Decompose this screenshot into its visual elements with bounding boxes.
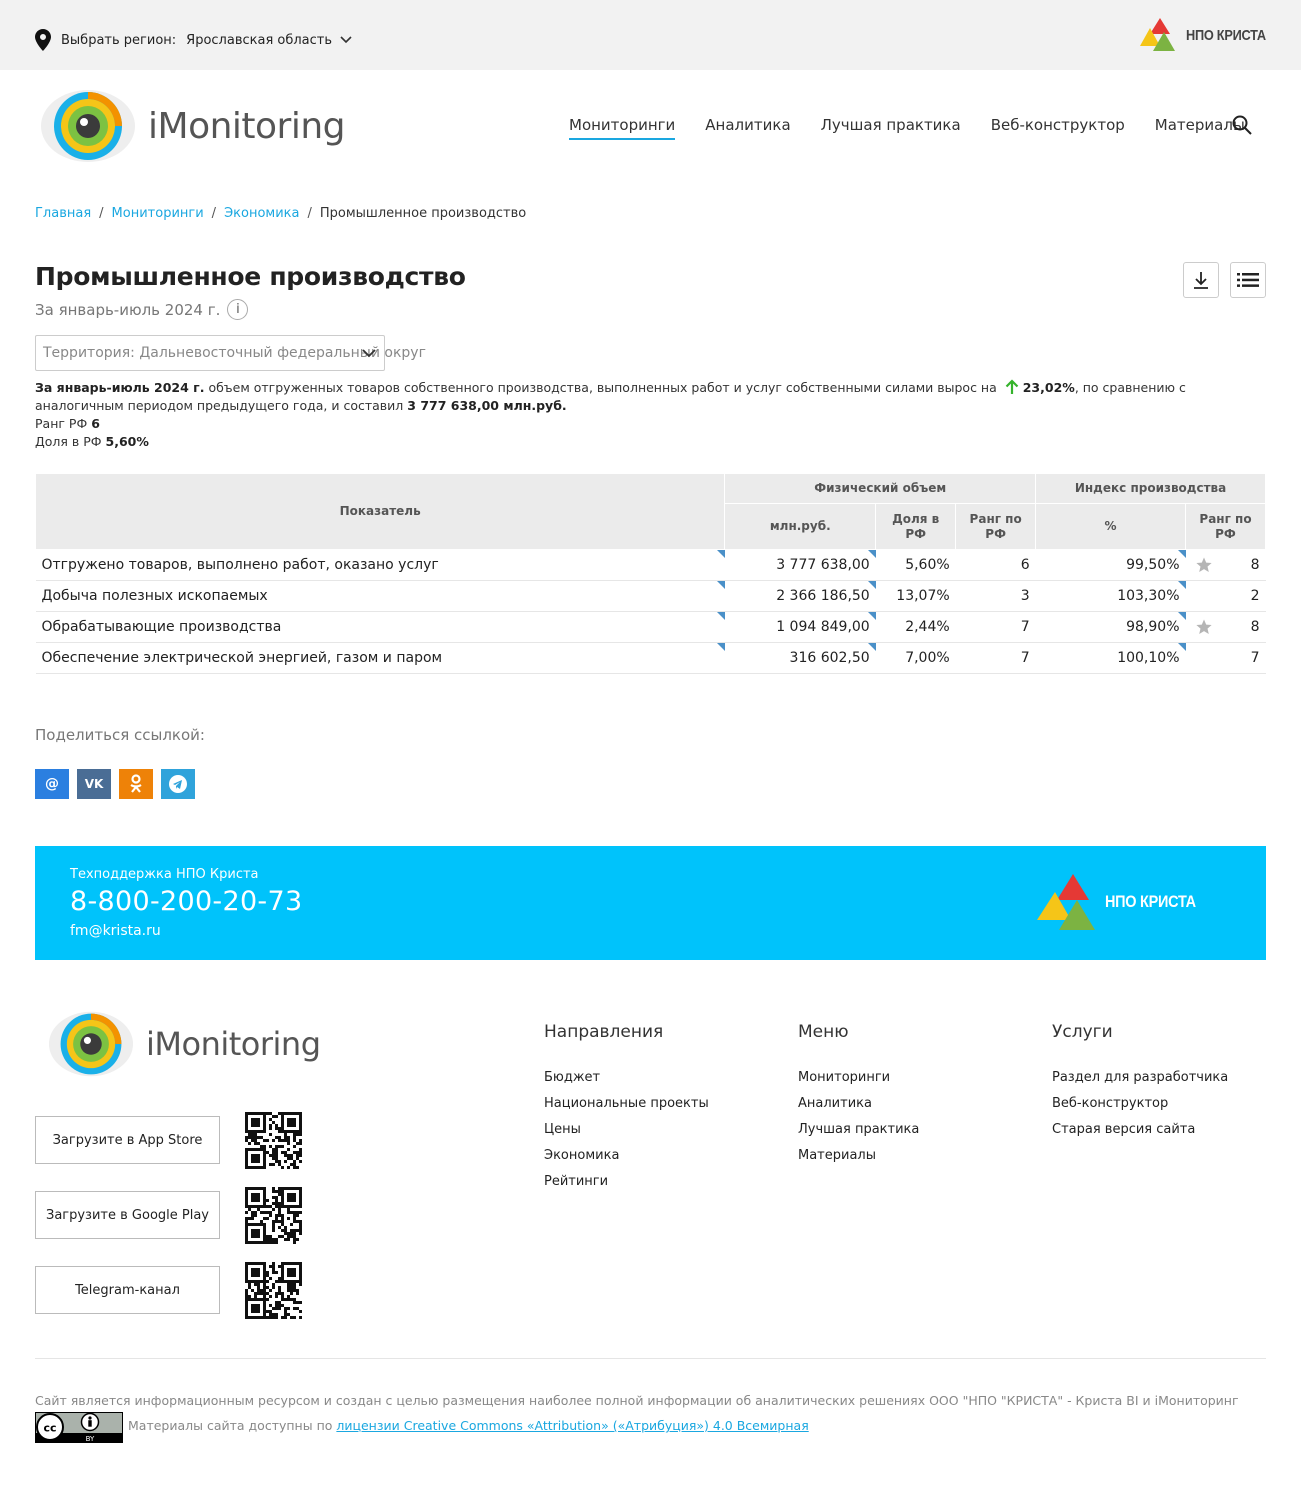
arrow-up-icon <box>1005 379 1019 395</box>
summary-rank-label: Ранг РФ <box>35 416 92 431</box>
breadcrumb <box>35 206 526 221</box>
cell-index-rank-value: 7 <box>1250 650 1260 666</box>
search-icon[interactable] <box>1232 115 1252 135</box>
summary-total: 3 777 638,00 млн.руб. <box>407 398 567 413</box>
eye-logo-icon <box>40 88 136 164</box>
cell-indicator-name <box>36 581 725 612</box>
cell-index-rank <box>1186 612 1266 643</box>
summary-rank <box>35 415 1265 433</box>
table-row[interactable] <box>36 581 1266 612</box>
footer-divider <box>35 1358 1266 1359</box>
share-telegram-button[interactable] <box>161 769 195 799</box>
license-link[interactable]: лицензии Creative Commons «Attribution» («Атрибуция») 4.0 Всемирная <box>336 1418 809 1433</box>
qr-code-icon <box>245 1187 302 1244</box>
app-store-button[interactable]: Загрузите в App Store <box>35 1116 220 1164</box>
footer-link-materials[interactable]: Материалы <box>798 1148 876 1163</box>
cell-index-rank-value: 8 <box>1250 557 1260 573</box>
territory-select[interactable] <box>35 335 426 371</box>
footer-link-developer[interactable]: Раздел для разработчика <box>1052 1070 1229 1085</box>
cell-rank-rf-value: 7 <box>1020 619 1030 635</box>
cell-index-percent-value: 100,10% <box>1117 650 1180 666</box>
header-indicator: Показатель <box>36 474 725 550</box>
footer-link-analytics[interactable]: Аналитика <box>798 1096 872 1111</box>
table-row[interactable] <box>36 612 1266 643</box>
svg-text:cc: cc <box>43 1421 57 1435</box>
footer-link-ratings[interactable]: Рейтинги <box>544 1174 609 1189</box>
krista-triangles-icon <box>1140 18 1178 52</box>
cell-rank-rf-value: 7 <box>1020 650 1030 666</box>
footer-col-menu <box>798 1022 919 1174</box>
odnoklassniki-icon <box>129 774 143 794</box>
footer-link-prices[interactable]: Цены <box>544 1122 581 1137</box>
download-icon <box>1193 271 1209 289</box>
footer-col-services <box>1052 1022 1228 1148</box>
qr-code-icon <box>245 1112 302 1169</box>
summary-text-1: объем отгруженных товаров собственного производства, выполненных работ и услуг собственными силами вырос на <box>204 380 1001 395</box>
summary-paragraph <box>35 379 1265 415</box>
comment-marker-icon[interactable] <box>868 550 876 558</box>
info-icon[interactable]: i <box>227 299 248 320</box>
table-row[interactable] <box>36 550 1266 581</box>
vk-icon: VK <box>84 777 104 791</box>
mail-icon: @ <box>45 776 59 792</box>
cell-indicator-name-value: Обеспечение электрической энергией, газом и паром <box>41 650 443 666</box>
star-icon <box>1196 619 1212 635</box>
chevron-down-icon[interactable] <box>340 36 352 44</box>
comment-marker-icon[interactable] <box>868 581 876 589</box>
cell-share-rf <box>876 612 956 643</box>
cell-rank-rf <box>956 581 1036 612</box>
footer-logo[interactable] <box>48 1010 321 1078</box>
nav-item-analytics[interactable]: Аналитика <box>705 116 791 134</box>
support-email[interactable]: fm@krista.ru <box>70 923 161 939</box>
comment-marker-icon[interactable] <box>868 643 876 651</box>
imonitoring-logo[interactable] <box>40 88 345 164</box>
cell-rank-rf <box>956 643 1036 674</box>
cell-mln-rub-value: 2 366 186,50 <box>776 588 870 604</box>
header-rank-rf-index[interactable]: Ранг по РФ <box>1186 504 1266 550</box>
region-label: Выбрать регион: <box>61 32 177 48</box>
header-production-index: Индекс производства <box>1036 474 1266 504</box>
cell-mln-rub <box>725 643 876 674</box>
cell-index-rank <box>1186 550 1266 581</box>
comment-marker-icon[interactable] <box>1178 581 1186 589</box>
krista-brand-text: НПО КРИСТА <box>1186 26 1266 44</box>
support-banner <box>35 846 1266 960</box>
cell-share-rf-value: 2,44% <box>905 619 950 635</box>
cell-indicator-name <box>36 643 725 674</box>
page-title: Промышленное производство <box>35 262 466 291</box>
star-icon <box>1196 557 1212 573</box>
list-icon <box>1237 272 1259 288</box>
territory-value: Территория: Дальневосточный федеральный округ <box>43 345 426 361</box>
cell-index-rank <box>1186 581 1266 612</box>
telegram-channel-button[interactable]: Telegram-канал <box>35 1266 220 1314</box>
footer-col-directions <box>544 1022 709 1200</box>
breadcrumb-home[interactable]: Главная <box>35 206 92 221</box>
share-label: Поделиться ссылкой: <box>35 726 205 744</box>
cell-indicator-name-value: Обрабатывающие производства <box>41 619 282 635</box>
summary-share-value: 5,60% <box>105 434 149 449</box>
share-mail-button[interactable] <box>35 769 69 799</box>
cell-mln-rub-value: 1 094 849,00 <box>776 619 870 635</box>
period-line <box>35 299 248 320</box>
footer-link-economy[interactable]: Экономика <box>544 1148 620 1163</box>
cell-share-rf-value: 7,00% <box>905 650 950 666</box>
summary-text <box>35 379 1265 451</box>
comment-marker-icon[interactable] <box>717 612 725 620</box>
cc-by-label: BY <box>85 1435 95 1443</box>
cell-indicator-name-value: Отгружено товаров, выполнено работ, оказано услуг <box>41 557 439 573</box>
footer-col-title: Направления <box>544 1022 664 1042</box>
cell-index-rank-value: 2 <box>1250 588 1260 604</box>
cell-mln-rub <box>725 581 876 612</box>
krista-logo[interactable] <box>1140 18 1280 52</box>
header-percent[interactable]: % <box>1036 504 1186 550</box>
comment-marker-icon[interactable] <box>717 550 725 558</box>
license-text: Материалы сайта доступны по <box>128 1418 337 1433</box>
footer-link-web-constructor[interactable]: Веб-конструктор <box>1052 1096 1169 1111</box>
telegram-icon <box>169 775 187 793</box>
cell-index-percent <box>1036 581 1186 612</box>
eye-logo-icon <box>48 1010 134 1078</box>
header-rank-rf[interactable]: Ранг по РФ <box>956 504 1036 550</box>
cell-mln-rub <box>725 612 876 643</box>
creative-commons-icon[interactable] <box>35 1412 123 1443</box>
cell-share-rf-value: 13,07% <box>896 588 950 604</box>
qr-code-icon <box>245 1262 302 1319</box>
google-play-button[interactable]: Загрузите в Google Play <box>35 1191 220 1239</box>
footer-link-old-site[interactable]: Старая версия сайта <box>1052 1122 1196 1137</box>
cell-index-percent-value: 103,30% <box>1117 588 1180 604</box>
logo-wordmark: iMonitoring <box>146 1025 321 1063</box>
breadcrumb-monitoring[interactable]: Мониторинги <box>111 206 204 221</box>
cell-share-rf <box>876 550 956 581</box>
period-text: За январь-июль 2024 г. <box>35 300 221 319</box>
comment-marker-icon[interactable] <box>1178 550 1186 558</box>
cell-index-percent <box>1036 550 1186 581</box>
breadcrumb-separator: / <box>211 206 217 221</box>
cell-rank-rf-value: 6 <box>1020 557 1030 573</box>
comment-marker-icon[interactable] <box>717 581 725 589</box>
breadcrumb-separator: / <box>99 206 104 221</box>
summary-text-2: , по сравнению с аналогичным периодом предыдущего года, и составил <box>35 380 1186 413</box>
krista-logo-banner[interactable] <box>1037 874 1212 930</box>
cell-rank-rf <box>956 550 1036 581</box>
summary-period: За январь-июль 2024 г. <box>35 380 205 395</box>
indicators-table <box>35 473 1266 674</box>
header-mln-rub[interactable]: млн.руб. <box>725 504 876 550</box>
comment-marker-icon[interactable] <box>717 643 725 651</box>
cell-index-rank-value: 8 <box>1250 619 1260 635</box>
location-pin-icon <box>35 29 51 51</box>
nav-item-web-constructor[interactable]: Веб-конструктор <box>990 116 1125 134</box>
cell-rank-rf <box>956 612 1036 643</box>
krista-triangles-icon <box>1037 874 1095 930</box>
license-line <box>128 1418 809 1433</box>
cell-indicator-name <box>36 612 725 643</box>
footer-col-title: Меню <box>798 1022 849 1042</box>
cell-share-rf <box>876 581 956 612</box>
breadcrumb-economy[interactable]: Экономика <box>224 206 300 221</box>
region-value[interactable]: Ярославская область <box>186 32 333 48</box>
footer-link-national-projects[interactable]: Национальные проекты <box>544 1096 709 1111</box>
table-row[interactable] <box>36 643 1266 674</box>
breadcrumb-current: Промышленное производство <box>319 206 527 221</box>
cell-share-rf <box>876 643 956 674</box>
list-view-button[interactable] <box>1230 262 1266 298</box>
cell-index-percent-value: 98,90% <box>1126 619 1180 635</box>
cell-index-rank <box>1186 643 1266 674</box>
region-selector[interactable] <box>35 29 352 51</box>
comment-marker-icon[interactable] <box>1178 643 1186 651</box>
cell-index-percent-value: 99,50% <box>1126 557 1180 573</box>
logo-wordmark: iMonitoring <box>148 105 346 147</box>
cell-mln-rub-value: 3 777 638,00 <box>776 557 870 573</box>
summary-share <box>35 433 1265 451</box>
comment-marker-icon[interactable] <box>1178 612 1186 620</box>
header-physical-volume: Физический объем <box>725 474 1036 504</box>
share-ok-button[interactable] <box>119 769 153 799</box>
footer-link-best-practice[interactable]: Лучшая практика <box>798 1122 920 1137</box>
summary-rank-value: 6 <box>91 416 100 431</box>
breadcrumb-separator: / <box>307 206 312 221</box>
footer-col-title: Услуги <box>1052 1022 1113 1042</box>
summary-growth: 23,02% <box>1022 380 1075 395</box>
cell-rank-rf-value: 3 <box>1020 588 1030 604</box>
comment-marker-icon[interactable] <box>868 612 876 620</box>
cell-indicator-name-value: Добыча полезных ископаемых <box>41 588 268 604</box>
main-header <box>0 70 1301 190</box>
chevron-down-icon <box>362 349 376 358</box>
summary-share-label: Доля в РФ <box>35 434 106 449</box>
top-bar <box>0 0 1301 70</box>
cell-share-rf-value: 5,60% <box>905 557 950 573</box>
footer-link-budget[interactable]: Бюджет <box>544 1070 601 1085</box>
download-button[interactable] <box>1183 262 1219 298</box>
nav-item-monitoring[interactable]: Мониторинги <box>569 116 675 140</box>
share-buttons <box>35 769 203 799</box>
cell-index-percent <box>1036 643 1186 674</box>
cell-indicator-name <box>36 550 725 581</box>
nav-item-materials[interactable]: Материалы <box>1154 116 1245 134</box>
footer-link-monitoring[interactable]: Мониторинги <box>798 1070 891 1085</box>
cell-mln-rub-value: 316 602,50 <box>789 650 870 666</box>
footer-disclaimer: Сайт является информационным ресурсом и создан с целью размещения наиболее полной информации об аналитических решениях ООО "НПО "КРИСТА" - Криста BI и iМониторинг <box>35 1393 1239 1408</box>
support-label: Техподдержка НПО Криста <box>70 867 259 882</box>
share-vk-button[interactable] <box>77 769 111 799</box>
support-phone[interactable]: 8-800-200-20-73 <box>70 886 303 917</box>
header-share-rf[interactable]: Доля в РФ <box>876 504 956 550</box>
krista-brand-text: НПО КРИСТА <box>1105 892 1196 911</box>
main-nav <box>569 116 1275 140</box>
cell-mln-rub <box>725 550 876 581</box>
nav-item-best-practice[interactable]: Лучшая практика <box>820 116 961 134</box>
cell-index-percent <box>1036 612 1186 643</box>
